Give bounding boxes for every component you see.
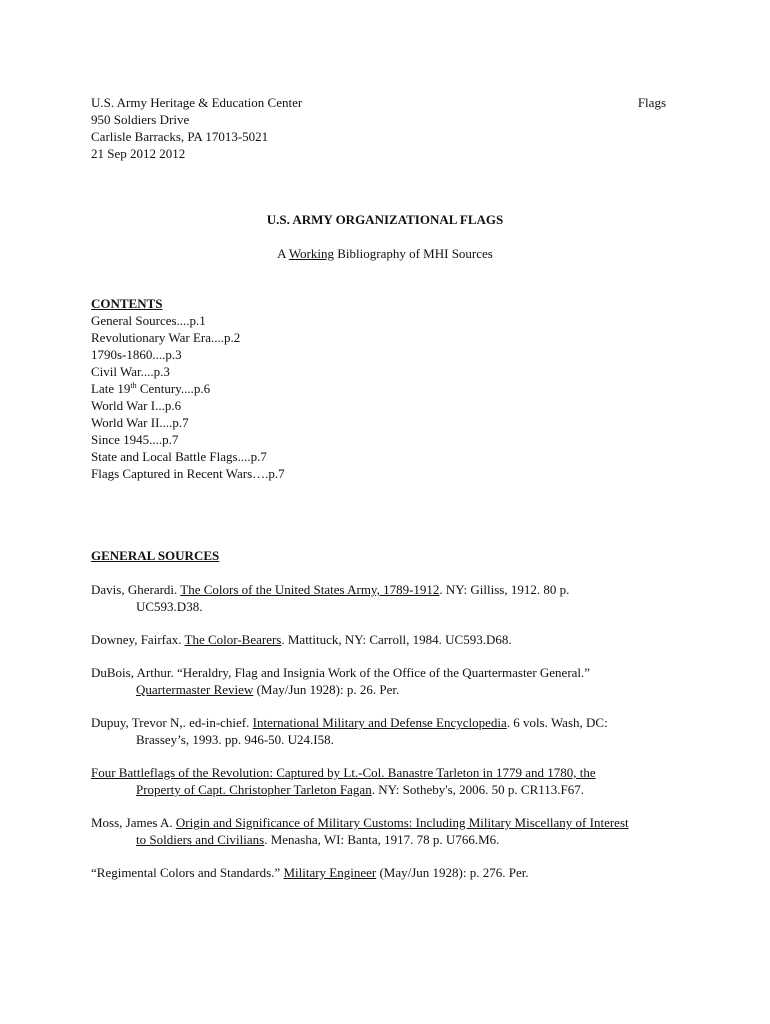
subtitle-suffix: Bibliography of MHI Sources [333,246,493,261]
contents-item: Revolutionary War Era....p.2 [91,330,241,345]
subtitle-prefix: A [277,246,289,261]
street-address: 950 Soldiers Drive [91,112,190,127]
document-title: U.S. ARMY ORGANIZATIONAL FLAGS [266,212,504,227]
city-state-zip: Carlisle Barracks, PA 17013-5021 [91,129,269,144]
entry-author: Moss, James A. [91,815,176,830]
organization-name: U.S. Army Heritage & Education Center [91,95,303,110]
entry-author-article: DuBois, Arthur. “Heraldry, Flag and Insignia Work of the Office of the Quartermaster General.” [91,665,591,680]
contents-item: State and Local Battle Flags....p.7 [91,449,267,464]
contents-item: Since 1945....p.7 [91,432,179,447]
entry-author: Downey, Fairfax. [91,632,185,647]
bibliography-entry [91,864,681,881]
contents-item: World War I...p.6 [91,398,182,413]
entry-details: . NY: Sotheby's, 2006. 50 p. CR113.F67. [371,782,585,797]
contents-item: General Sources....p.1 [91,313,206,328]
bibliography-list [91,581,681,897]
entry-article-title: “Regimental Colors and Standards.” [91,865,284,880]
contents-item: Civil War....p.3 [91,364,170,379]
contents-heading: CONTENTS [91,296,163,311]
entry-publisher: Brassey’s, 1993. pp. 946-50. U24.I58. [136,732,334,747]
document-subtitle [0,245,770,262]
entry-details: . NY: Gilliss, 1912. 80 p. [439,582,570,597]
entry-title-continued: Property of Capt. Christopher Tarleton Fagan [136,782,372,797]
entry-details: . 6 vols. Wash, DC: [506,715,608,730]
entry-title: International Military and Defense Encyclopedia [252,715,507,730]
contents-item-text: Late 19 [91,381,131,396]
entry-title: The Colors of the United States Army, 1789-1912 [180,582,440,597]
contents-item: 1790s-1860....p.3 [91,347,182,362]
contents-item: Flags Captured in Recent Wars….p.7 [91,466,285,481]
entry-details: (May/Jun 1928): p. 276. Per. [376,865,529,880]
bibliography-entry [91,581,681,615]
section-heading-general-sources: GENERAL SOURCES [91,548,220,563]
table-of-contents [91,295,285,482]
entry-journal: Quartermaster Review [136,682,254,697]
bibliography-entry [91,814,681,848]
entry-call-number: UC593.D38. [136,599,203,614]
entry-details: . Mattituck, NY: Carroll, 1984. UC593.D68. [281,632,512,647]
letterhead [91,94,666,162]
entry-title: Origin and Significance of Military Customs: Including Military Miscellany of Interest [175,815,629,830]
entry-title: Four Battleflags of the Revolution: Captured by Lt.-Col. Banastre Tarleton in 1779 and 1780, the [91,765,596,780]
entry-title-continued: to Soldiers and Civilians [136,832,265,847]
contents-item-text: Century....p.6 [136,381,211,396]
entry-author: Davis, Gherardi. [91,582,181,597]
address-block [91,94,666,162]
entry-journal: Military Engineer [283,865,377,880]
bibliography-entry [91,664,681,698]
document-date: 21 Sep 2012 2012 [91,146,186,161]
bibliography-entry [91,714,681,748]
contents-item: World War II....p.7 [91,415,189,430]
subtitle-underlined-word: Working [288,246,334,261]
contents-item [91,380,285,397]
entry-details: (May/Jun 1928): p. 26. Per. [253,682,400,697]
entry-title: The Color-Bearers [184,632,282,647]
ordinal-superscript: th [130,381,137,390]
bibliography-entry [91,764,681,798]
entry-author: Dupuy, Trevor N,. ed-in-chief. [91,715,253,730]
topic-label: Flags [637,95,666,110]
entry-details: . Menasha, WI: Banta, 1917. 78 p. U766.M6. [264,832,500,847]
bibliography-entry [91,631,681,648]
